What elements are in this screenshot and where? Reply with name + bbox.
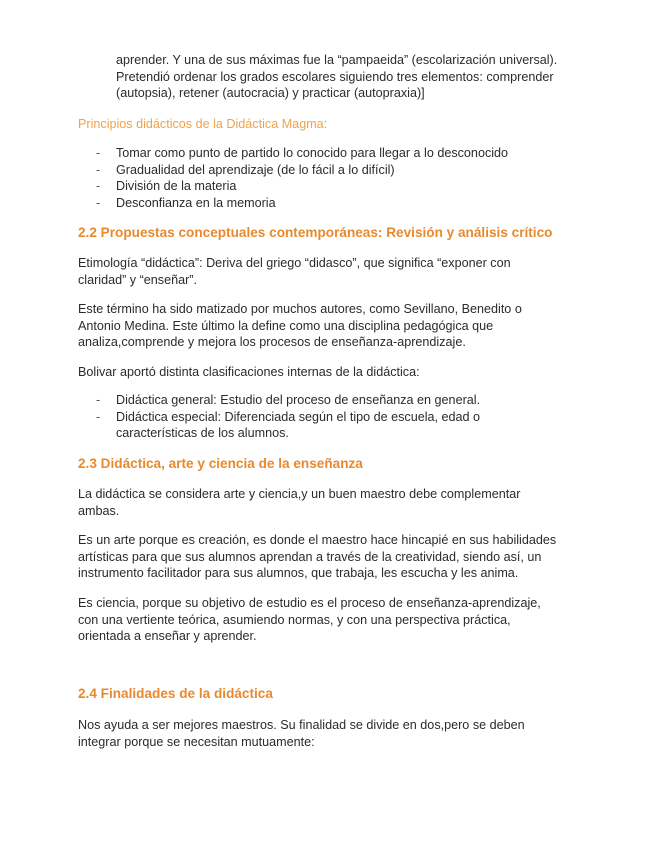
list-item	[78, 195, 588, 212]
list-item-text: Didáctica especial: Diferenciada según el tipo de escuela, edad o características de los alumnos.	[116, 409, 481, 441]
didactica-types-list	[78, 392, 588, 442]
dash-bullet-icon: -	[96, 195, 101, 210]
text-line: aprender. Y una de sus máximas fue la “pampaeida” (escolarización universal).	[116, 53, 558, 67]
principios-label: Principios didácticos de la Didáctica Magma:	[78, 117, 328, 131]
text-line: Pretendió ordenar los grados escolares siguiendo tres elementos: comprender	[116, 69, 554, 84]
paragraph-finalidades	[78, 717, 588, 750]
paragraph-arte	[78, 532, 588, 582]
list-item	[78, 392, 588, 409]
dash-bullet-icon: -	[96, 162, 101, 177]
list-item-text: División de la materia	[116, 179, 237, 194]
dash-bullet-icon: -	[96, 393, 101, 407]
text-line: analiza,comprende y mejora los procesos de enseñanza-aprendizaje.	[78, 335, 466, 350]
intro-continuation-paragraph	[116, 52, 588, 102]
list-item-text: Gradualidad del aprendizaje (de lo fácil a lo difícil)	[116, 162, 395, 177]
text-line: La didáctica se considera arte y ciencia,y un buen maestro debe complementar	[78, 487, 521, 501]
list-item-text: Didáctica general: Estudio del proceso de enseñanza en general.	[116, 393, 481, 407]
list-item	[78, 162, 588, 179]
text-line: Es un arte porque es creación, es donde el maestro hace hincapié en sus habilidades	[78, 533, 557, 547]
text-line: con una vertiente teórica, asumiendo normas, y con una perspectiva práctica,	[78, 612, 511, 627]
text-line: artísticas para que sus alumnos aprendan a través de la creatividad, siendo así, un	[78, 549, 542, 564]
section-heading-2-4: 2.4 Finalidades de la didáctica	[78, 686, 273, 701]
text-line: Etimología “didáctica”: Deriva del griego “didasco”, que significa “exponer con	[78, 256, 511, 270]
paragraph-autores	[78, 301, 588, 351]
paragraph-etimologia	[78, 255, 588, 288]
list-item	[78, 178, 588, 195]
dash-bullet-icon: -	[96, 146, 101, 160]
dash-bullet-icon: -	[96, 179, 101, 194]
text-line: Este término ha sido matizado por muchos autores, como Sevillano, Benedito o	[78, 302, 522, 316]
section-heading-2-2: 2.2 Propuestas conceptuales contemporáneas: Revisión y análisis crítico	[78, 225, 553, 240]
dash-bullet-icon: -	[96, 409, 101, 424]
text-line: Antonio Medina. Este último la define como una disciplina pedagógica que	[78, 318, 494, 333]
paragraph-arte-ciencia	[78, 486, 588, 519]
text-line: orientada a enseñar y aprender.	[78, 629, 257, 644]
text-line: Es ciencia, porque su objetivo de estudio es el proceso de enseñanza-aprendizaje,	[78, 596, 541, 610]
paragraph-ciencia	[78, 595, 588, 645]
paragraph-bolivar: Bolivar aportó distinta clasificaciones internas de la didáctica:	[78, 365, 420, 379]
list-item	[78, 409, 516, 442]
list-item	[78, 145, 588, 162]
principios-list	[78, 145, 588, 211]
section-heading-2-3: 2.3 Didáctica, arte y ciencia de la enseñanza	[78, 456, 363, 471]
text-line: Nos ayuda a ser mejores maestros. Su finalidad se divide en dos,pero se deben	[78, 718, 525, 732]
text-line: (autopsia), retener (autocracia) y practicar (autopraxia)]	[116, 86, 425, 101]
list-item-text: Tomar como punto de partido lo conocido para llegar a lo desconocido	[116, 146, 509, 160]
text-line: instrumento facilitador para sus alumnos, que trabaja, les escucha y les anima.	[78, 566, 519, 581]
text-line: claridad” y “enseñar”.	[78, 272, 197, 287]
text-line: ambas.	[78, 503, 120, 518]
text-line: integrar porque se necesitan mutuamente:	[78, 734, 315, 749]
list-item-text: Desconfianza en la memoria	[116, 195, 276, 210]
